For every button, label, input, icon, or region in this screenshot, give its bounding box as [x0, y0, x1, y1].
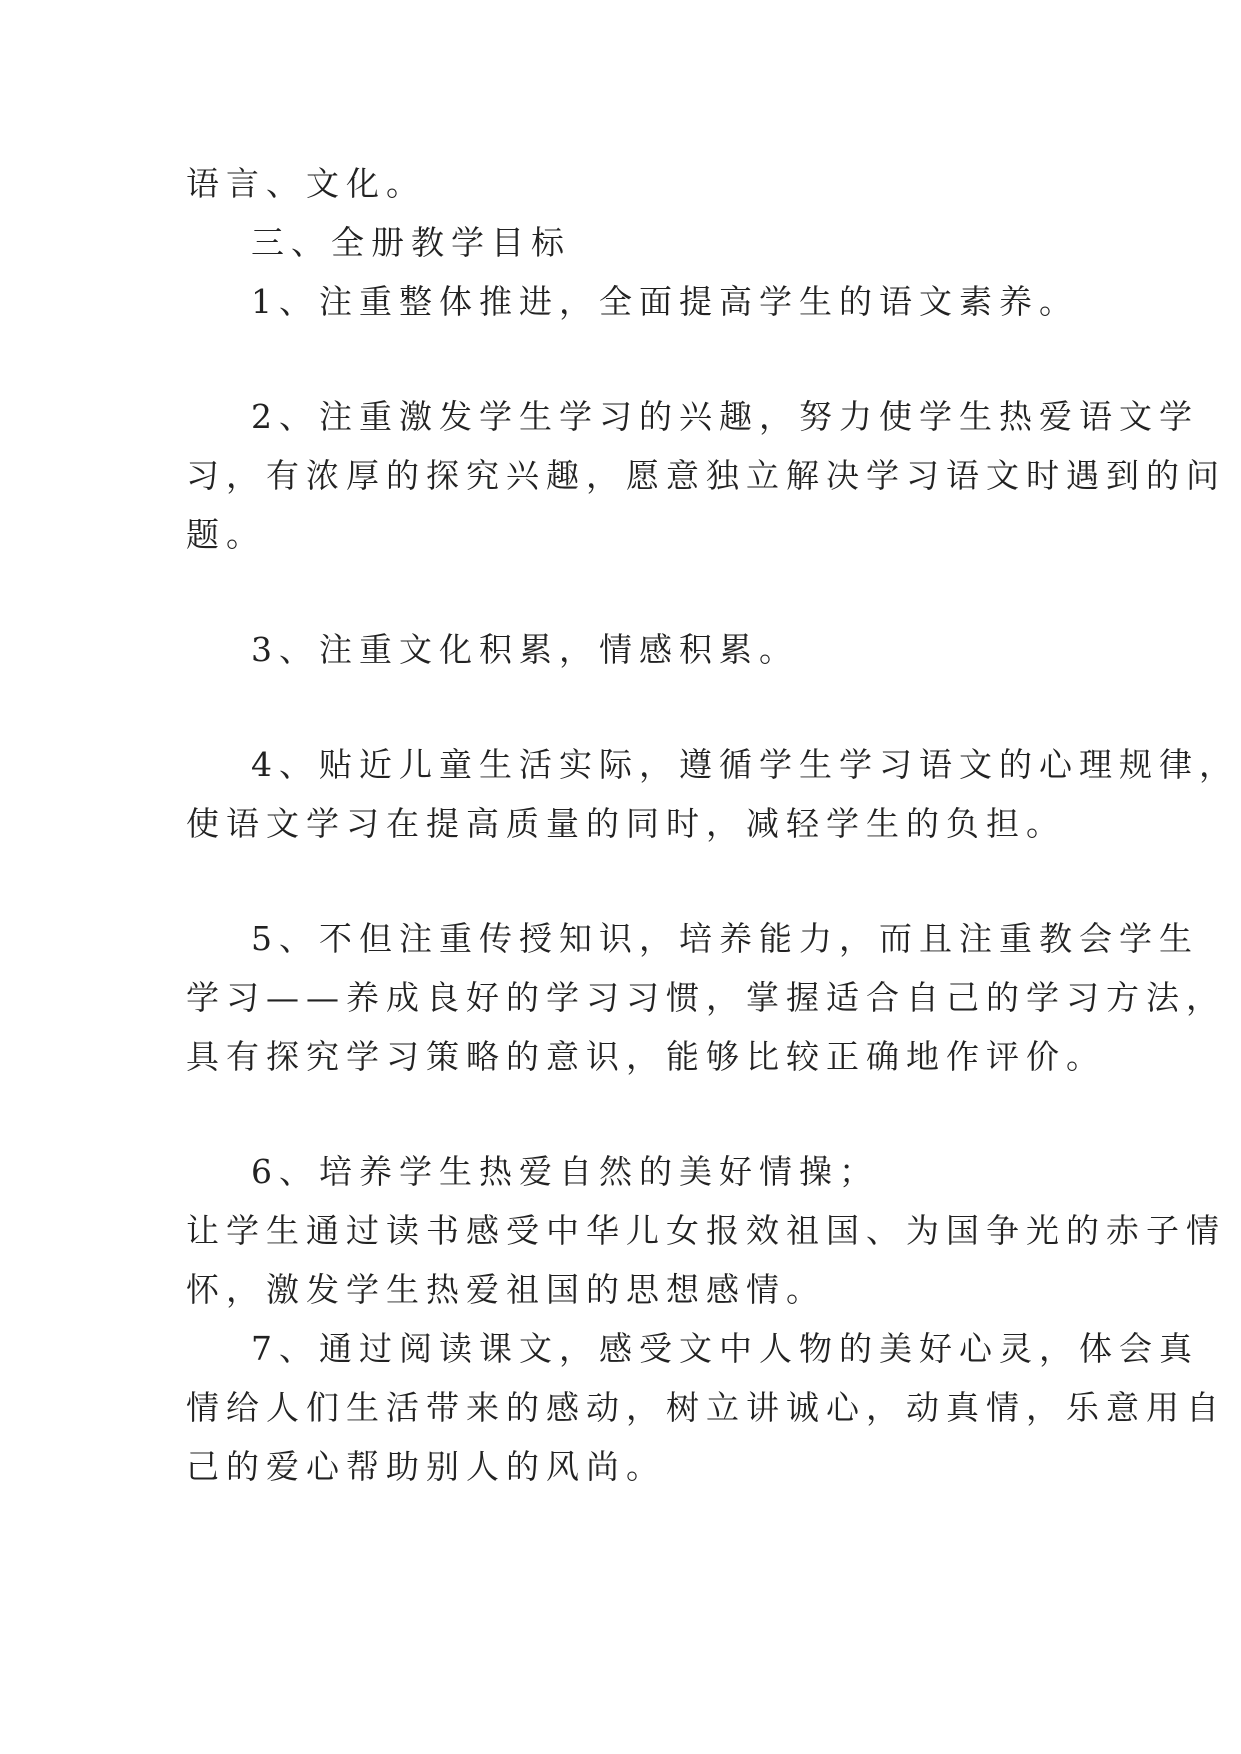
goal-6-line-2: 让学生通过读书感受中华儿女报效祖国、为国争光的赤子情	[186, 1211, 1226, 1250]
goal-4-line-2: 使语文学习在提高质量的同时，减轻学生的负担。	[186, 804, 1066, 843]
goal-4-line-1: 4、贴近儿童生活实际，遵循学生学习语文的心理规律，	[251, 745, 1239, 784]
goal-7-line-2: 情给人们生活带来的感动，树立讲诚心，动真情，乐意用自	[186, 1388, 1226, 1427]
goal-2-line-2: 习，有浓厚的探究兴趣，愿意独立解决学习语文时遇到的问	[186, 456, 1226, 495]
goal-3-line: 3、注重文化积累，情感积累。	[251, 630, 799, 669]
goal-6-line-3: 怀，激发学生热爱祖国的思想感情。	[186, 1270, 826, 1309]
goal-7-line-3: 己的爱心帮助别人的风尚。	[186, 1447, 666, 1486]
text-line-continuation: 语言、文化。	[186, 164, 426, 203]
section-heading: 三、全册教学目标	[251, 223, 571, 262]
goal-2-line-1: 2、注重激发学生学习的兴趣，努力使学生热爱语文学	[251, 397, 1199, 436]
goal-5-line-1: 5、不但注重传授知识，培养能力，而且注重教会学生	[251, 919, 1199, 958]
goal-7-line-1: 7、通过阅读课文，感受文中人物的美好心灵，体会真	[251, 1329, 1199, 1368]
goal-6-line-1: 6、培养学生热爱自然的美好情操；	[251, 1152, 879, 1191]
goal-2-line-3: 题。	[186, 515, 266, 554]
goal-1-line: 1、注重整体推进，全面提高学生的语文素养。	[251, 282, 1079, 321]
goal-5-line-2: 学习——养成良好的学习习惯，掌握适合自己的学习方法，	[186, 978, 1226, 1017]
goal-5-line-3: 具有探究学习策略的意识，能够比较正确地作评价。	[186, 1037, 1106, 1076]
